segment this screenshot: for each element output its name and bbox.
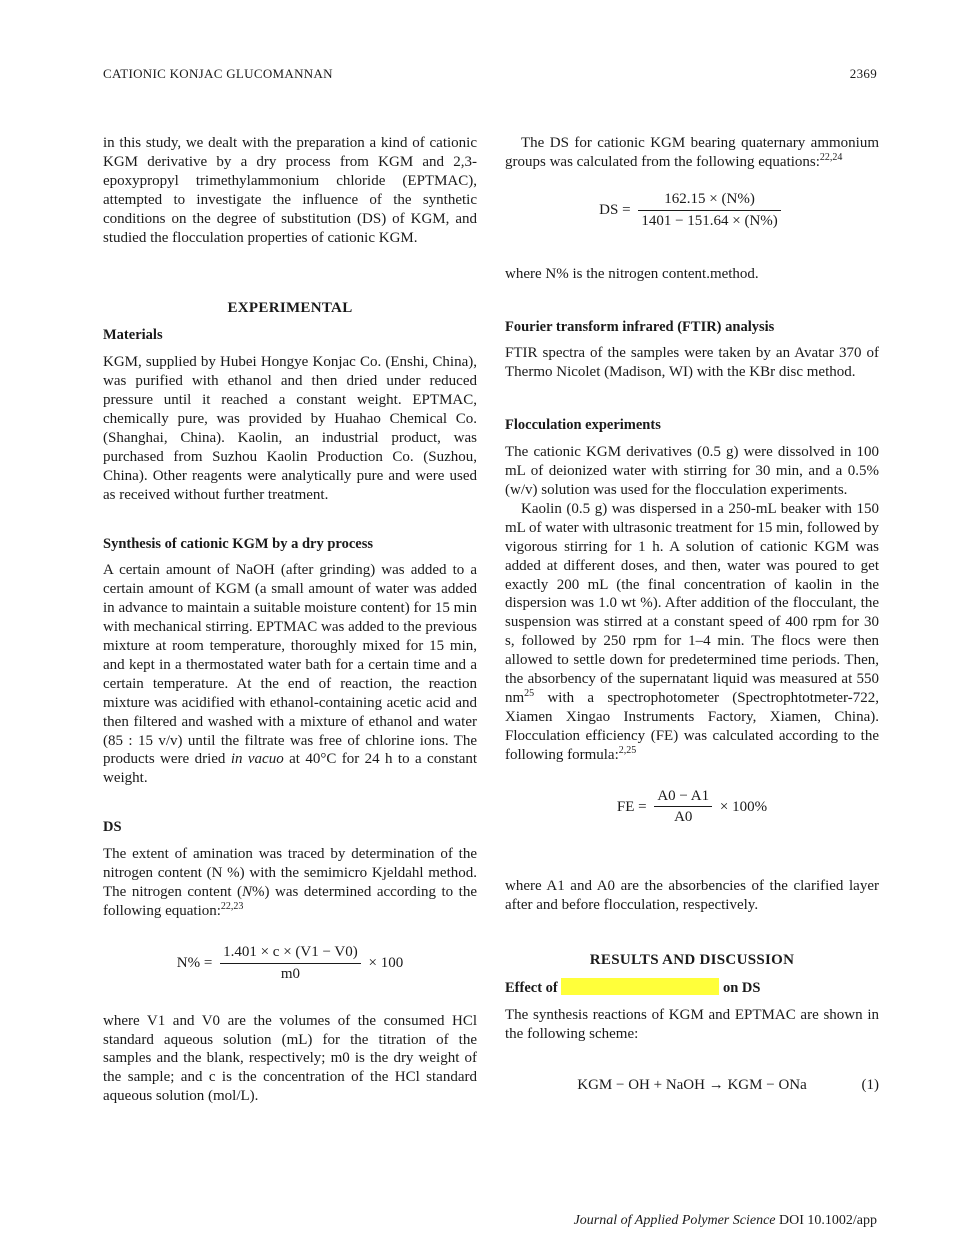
ftir-heading: Fourier transform infrared (FTIR) analysis: [505, 318, 775, 335]
ds-paragraph: The extent of amination was traced by determination of the nitrogen content (N %) with the semimicro Kjeldahl method. The nitrogen content (N%) was determined according to the following equation:$^{22,23}$: [103, 846, 477, 919]
ftir-paragraph: FTIR spectra of the samples were taken by an Avatar 370 of Thermo Nicolet (Madison, WI) with the KBr disc method.: [505, 345, 879, 381]
intro-paragraph: in this study, we dealt with the preparation a kind of cationic KGM derivative by a dry process from KGM and 2,3-epoxypropyl trimethylammonium chloride (EPTMAC), attempted to investigate the influence of the synthetic conditions on the degree of substitution (DS) of KGM, and studied the flocculation properties of cationic KGM.: [103, 135, 477, 246]
left-column: [103, 134, 477, 1106]
page-number: 2369: [849, 66, 877, 81]
ds-where: where N% is the nitrogen content.method.: [505, 265, 759, 282]
ds-equation: DS = $\frac{162.15 \times (N\%)}{1401 - 151.64 \times (N\%)}$: [505, 190, 879, 231]
running-header: CATIONIC KONJAC GLUCOMANNAN: [103, 66, 333, 81]
footer: Journal of Applied Polymer Science DOI 10.1002/app: [573, 1213, 877, 1228]
materials-paragraph: KGM, supplied by Hubei Hongye Konjac Co. (Enshi, China), was purified with ethanol and then dried under reduced pressure until it reached a constant weight. EPTMAC, chemically pure, was provided by Huahao Chemical Co. (Shanghai, China). Kaolin, an industrial product, was purchased from Suzhou Kaolin Production Co. (Suzhou, China). Other reagents were analytically pure and were used as received without further treatment.: [103, 354, 477, 503]
experimental-heading: EXPERIMENTAL: [227, 300, 353, 317]
synthesis-heading: Synthesis of cationic KGM by a dry process: [103, 535, 373, 552]
flocculation-paragraph-2: Kaolin (0.5 g) was dispersed in a 250-mL beaker with 150 mL of water with ultrasonic treatment for 15 min, followed by vigorous stirring for 1 h. A solution of cationic KGM was added at different doses, and then, water was poured to get exactly 200 mL (the final concentration of kaolin in the dispersion was 1.0 wt %). After addition of the flocculant, the suspension was stirred at a constant speed of 400 rpm for 30 s, followed by 250 rpm for 1–4 min. The flocs were then allowed to settle down for predetermined time periods. Then, the absorbency of the supernatant liquid was measured at 550 $nm^{25}$ with a spectrophotometer (Spectrophtotmeter-722, Xiamen Xingao Instruments Factory, Xiamen, China). Flocculation efficiency (FE) was calculated according to the following formula:$^{2,25}$: [505, 500, 879, 763]
nitrogen-equation: N% = $\frac{1.401 \times c \times (V1 - V0)}{m0}$ × 100: [176, 943, 404, 982]
where-paragraph: where V1 and V0 are the volumes of the consumed HCl standard aqueous solution (mL) for the titration of the samples and the blank, respectively; m0 is the dry weight of the sample; and c is the concentration of the HCl standard aqueous solution (mol/L).: [103, 1012, 477, 1105]
reaction-equation: KGM − OH + NaOH → KGM − ONa (1): [577, 1076, 879, 1093]
flocculation-heading: Flocculation experiments: [505, 417, 661, 434]
ds-heading: DS: [103, 819, 122, 836]
scheme-paragraph: The synthesis reactions of KGM and EPTMAC are shown in the following scheme:: [505, 1007, 879, 1042]
highlight-redaction: [561, 978, 719, 995]
fe-where: where A1 and A0 are the absorbencies of the clarified layer after and before flocculation, respectively.: [505, 878, 879, 914]
equation-number: (1): [861, 1076, 879, 1093]
synthesis-paragraph: A certain amount of NaOH (after grinding) was added to a certain amount of KGM (a small amount of water was added in advance to maintain a suitable moisture content) for 15 min with mechanical stirring. EPTMAC was added to the previous mixture at room temperature, thoroughly mixed for 15 min, and kept in a thermostated water bath for a certain time and a certain temperature. At the end of reaction, the reaction mixture was acidified with ethanol-containing acetic acid and then filtered and washed with a mixture of ethanol and water (85 : 15 v/v) until the filtrate was free of chlorine ions. The products were dried in vacuo at 40°C for 24 h to a constant weight.: [103, 562, 478, 787]
fe-equation: FE = $\frac{A0 - A1}{A0}$ × 100%: [616, 787, 768, 826]
materials-heading: Materials: [103, 327, 163, 344]
flocculation-paragraph-1: The cationic KGM derivatives (0.5 g) were dissolved in 100 mL of deionized water with stirring for 30 min, and a 0.5% (w/v) solution was used for the flocculation experiments.: [505, 444, 879, 498]
effect-heading: Effect of on DS: [505, 980, 761, 997]
results-heading: RESULTS AND DISCUSSION: [589, 952, 795, 969]
right-column: [505, 134, 879, 1095]
ds-calc-paragraph: The DS for cationic KGM bearing quaternary ammonium groups was calculated from the following equations:$^{22,24}$: [505, 135, 879, 170]
